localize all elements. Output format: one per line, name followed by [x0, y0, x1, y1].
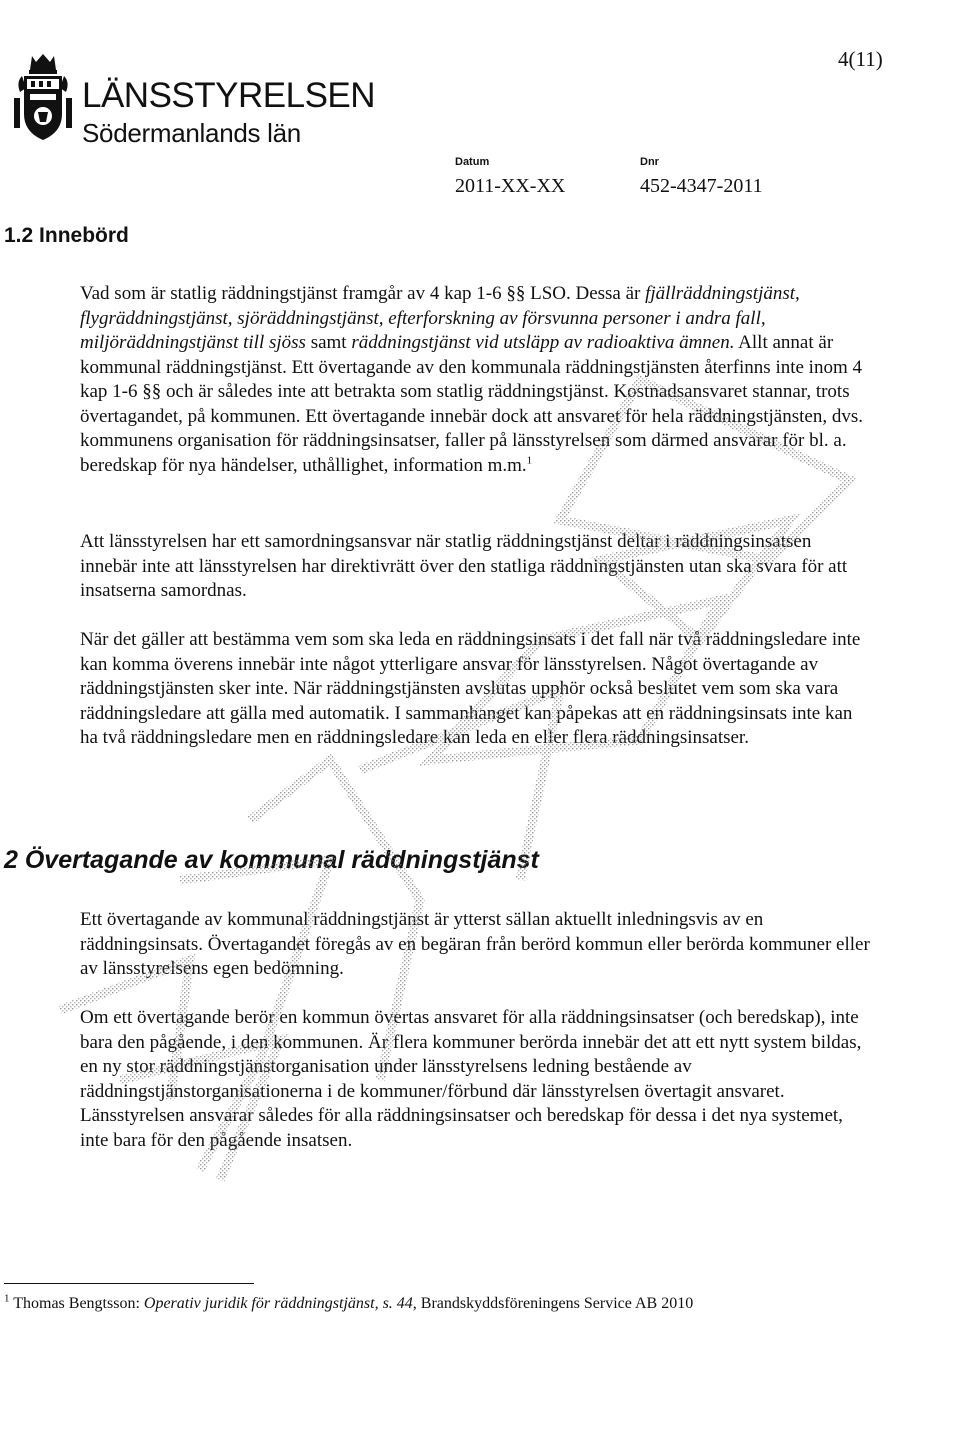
- section-heading-2: 2 Övertagande av kommunal räddningstjänst: [4, 846, 539, 874]
- footnote-title: Operativ juridik för räddningstjänst, s. 44,: [143, 1295, 417, 1312]
- section-heading-1-2: 1.2 Innebörd: [4, 224, 129, 247]
- paragraph-raddningsledare: När det gäller att bestämma vem som ska leda en räddningsinsats i det fall när två räddningsledare inte kan komma överens innebär inte något ytterligare ansvar för länsstyrelsen. Något övertagande av räddningstjänsten sker inte. När räddningstjänsten avslutas upphör också beslutet vem som ska vara räddningsledare att gälla med automatik. I sammanhanget kan påpekas att en räddningsinsats inte kan ha två räddningsledare men en räddningsledare kan leda en eller flera räddningsinsatser.: [80, 629, 861, 748]
- letterhead: [0, 0, 960, 200]
- organization-region: Södermanlands län: [82, 118, 301, 148]
- paragraph-italic-text: fjällräddningstjänst, flygräddningstjänst, sjöräddningstjänst, efterforskning av försvunna personer i andra fall, miljöräddningstjänst till sjöss: [80, 283, 800, 353]
- footnote: [4, 1293, 904, 1315]
- paragraph-text: Allt annat är kommunal räddningstjänst. Ett övertagande av den kommunala räddningstjänsten återfinns inte inom 4 kap 1-6 §§ och är således inte att betrakta som statlig räddningstjänst. Kostnadsansvaret stannar, trots övertagandet, på kommunen. Ett övertagande innebär dock att ansvaret för hela räddningstjänsten, dvs. kommunens organisation för räddningsinsatser, faller på länsstyrelsen som därmed ansvarar för bl. a. beredskap för nya händelser, uthållighet, information m.m.: [80, 332, 863, 476]
- paragraph-statlig-raddningstjanst: [80, 282, 870, 478]
- page-number: 4(11): [838, 47, 883, 71]
- reference-label: Dnr: [640, 156, 659, 168]
- footnote-divider: [4, 1283, 254, 1284]
- paragraph-text: samt: [305, 332, 352, 353]
- paragraph-samordningsansvar: Att länsstyrelsen har ett samordningsansvar när statlig räddningstjänst deltar i räddningsinsatsen innebär inte att länsstyrelsen har direktivrätt över den statliga räddningstjänsten utan ska svara för att insatserna samordnas.: [80, 531, 848, 601]
- organization-name: LÄNSSTYRELSEN: [82, 76, 376, 115]
- paragraph-overtagande-begaran: Ett övertagande av kommunal räddningstjänst är ytterst sällan aktuellt inledningsvis av en räddningsinsats. Övertagandet föregås av en begäran från berörd kommun eller berörda kommuner eller av länsstyrelsens egen bedömning.: [80, 909, 870, 979]
- footnote-reference: 1: [526, 454, 533, 467]
- coat-of-arms-icon: [12, 52, 74, 144]
- footnote-publisher: Brandskyddsföreningens Service AB 2010: [416, 1295, 694, 1312]
- paragraph-text: Vad som är statlig räddningstjänst framgår av 4 kap 1-6 §§ LSO. Dessa är: [80, 283, 646, 304]
- paragraph-italic-text: räddningstjänst vid utsläpp av radioaktiva ämnen.: [351, 332, 735, 353]
- paragraph-overtagande-ansvar: Om ett övertagande berör en kommun övertas ansvaret för alla räddningsinsatser (och beredskap), inte bara den pågående, i den kommunen. Är flera kommuner berörda innebär det att ett nytt system bildas, en ny stor räddningstjänstorganisation under länsstyrelsens ledning bestående av räddningstjänstorganisationerna i de kommuner/förbund där länsstyrelsen övertagit ansvaret. Länsstyrelsen ansvarar således för alla räddningsinsatser och beredskap för dessa i det nya systemet, inte bara för den pågående insatsen.: [80, 1007, 862, 1151]
- reference-value: 452-4347-2011: [640, 175, 763, 197]
- date-label: Datum: [455, 156, 490, 168]
- footnote-number: 1: [4, 1292, 10, 1305]
- date-value: 2011-XX-XX: [455, 175, 566, 197]
- footnote-author: Thomas Bengtsson:: [13, 1295, 144, 1312]
